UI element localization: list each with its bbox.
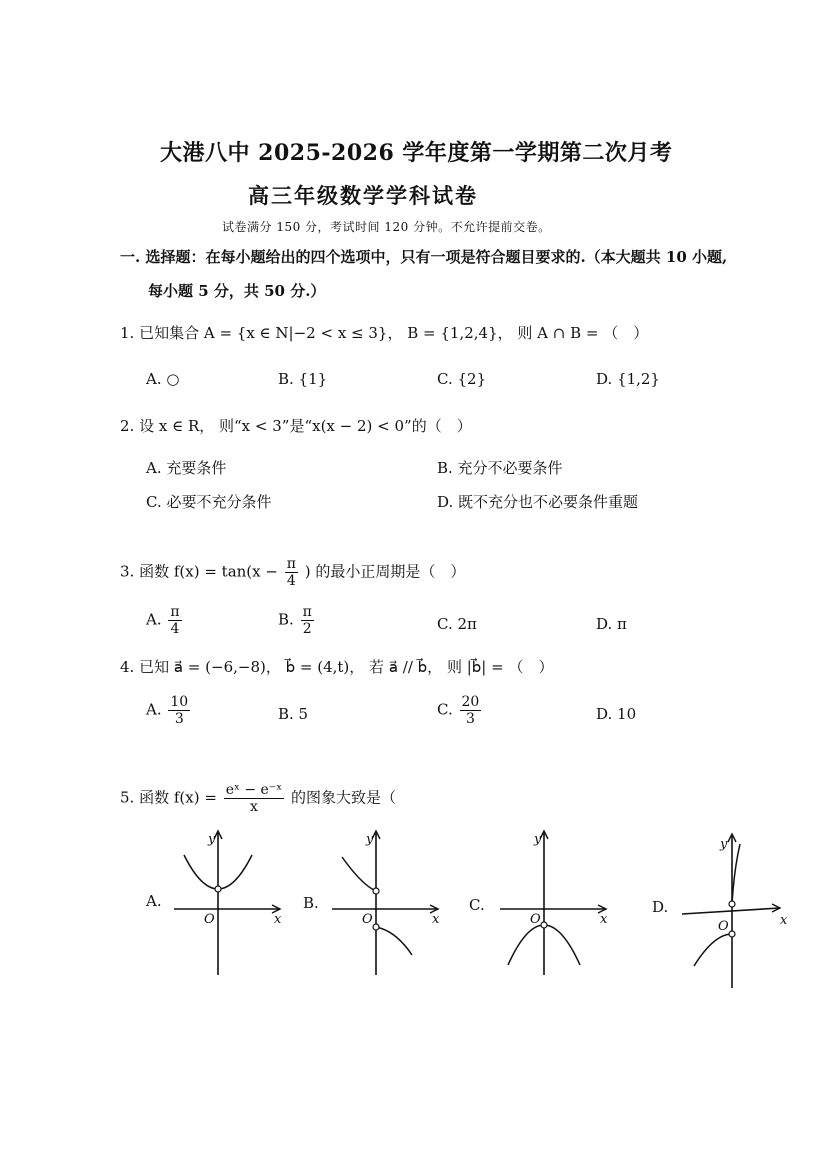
graph-d-y-label: y — [720, 837, 728, 852]
q5-prefix: 5. 函数 f(x) = — [120, 788, 217, 807]
graph-b-x-label: x — [432, 912, 440, 927]
q3-frac-num: π — [286, 556, 296, 572]
graph-a — [170, 825, 290, 980]
q4-option-a-num: 10 — [170, 694, 189, 710]
graph-b-curve-right — [376, 927, 412, 955]
q5-frac-num: eˣ − e⁻ˣ — [225, 782, 283, 798]
q2-option-a: A. 充要条件 — [146, 459, 227, 477]
q4-option-a-label: A. — [146, 700, 162, 719]
section-heading-line2: 每小题 5 分，共 50 分.） — [148, 282, 326, 300]
graph-b-open-point-bottom — [373, 924, 379, 930]
graph-c-label: C. — [469, 896, 485, 914]
question-2: 2. 设 x ∈ R， 则“x < 3”是“x(x − 2) < 0”的（ ） — [120, 417, 472, 435]
graph-b-y-label: y — [366, 832, 374, 847]
q4-option-c-den: 3 — [465, 711, 475, 728]
q3-option-a — [146, 604, 184, 637]
graph-b-open-point-top — [373, 888, 379, 894]
question-3 — [120, 556, 465, 589]
graph-d-open-point-bottom — [729, 931, 735, 937]
q3-suffix: ) 的最小正周期是（ ） — [304, 562, 466, 581]
q3-option-a-den: 4 — [170, 621, 180, 638]
q3-option-c: C. 2π — [437, 615, 477, 633]
q4-option-a — [146, 694, 192, 727]
section-heading-line1: 一. 选择题：在每小题给出的四个选项中，只有一项是符合题目要求的.（本大题共 10 小题, — [120, 248, 728, 266]
q3-option-b-num: π — [302, 604, 312, 620]
graph-d-open-point-top — [729, 901, 735, 907]
q3-option-d: D. π — [596, 615, 627, 633]
graph-b — [328, 825, 448, 980]
graph-c — [496, 825, 616, 980]
graph-a-label: A. — [146, 892, 162, 910]
q1-option-c: C. {2} — [437, 370, 487, 388]
q5-frac-den: x — [249, 799, 258, 816]
exam-note: 试卷满分 150 分，考试时间 120 分钟。不允许提前交卷。 — [222, 220, 551, 234]
graph-d-label: D. — [652, 898, 669, 916]
q3-option-b — [278, 604, 316, 637]
graph-d-origin: O — [718, 919, 729, 934]
q4-option-c-num: 20 — [461, 694, 480, 710]
q4-option-b: B. 5 — [278, 705, 309, 723]
q2-option-b: B. 充分不必要条件 — [437, 459, 563, 477]
q2-option-c: C. 必要不充分条件 — [146, 493, 272, 511]
q5-fraction — [224, 782, 284, 815]
q3-option-a-label: A. — [146, 610, 162, 629]
q4-option-d: D. 10 — [596, 705, 637, 723]
graph-d — [682, 830, 792, 990]
q3-option-b-den: 2 — [302, 621, 312, 638]
graph-a-y-label: y — [208, 832, 216, 847]
graph-a-x-label: x — [274, 912, 282, 927]
question-4: 4. 已知 a⃗ = (−6,−8)， b⃗ = (4,t)， 若 a⃗ // b⃗， 则 |b⃗| = （ ） — [120, 658, 554, 676]
q3-option-a-num: π — [170, 604, 180, 620]
exam-subtitle: 高三年级数学学科试卷 — [248, 183, 478, 208]
graph-a-origin: O — [204, 912, 215, 927]
q3-option-b-label: B. — [278, 610, 294, 629]
q1-option-a: A. ○ — [146, 370, 180, 388]
graph-d-x-label: x — [780, 913, 788, 928]
q1-option-b: B. {1} — [278, 370, 328, 388]
graph-b-curve-left — [342, 857, 376, 891]
q3-frac-den: 4 — [286, 573, 296, 590]
q4-option-c — [437, 694, 483, 727]
question-1: 1. 已知集合 A = {x ∈ N|−2 < x ≤ 3}， B = {1,2,4}， 则 A ∩ B = （ ） — [120, 324, 649, 342]
graph-b-label: B. — [303, 894, 319, 912]
graph-c-open-point — [541, 922, 547, 928]
question-5 — [120, 782, 396, 815]
q4-option-a-den: 3 — [174, 711, 184, 728]
q1-option-d: D. {1,2} — [596, 370, 660, 388]
graph-d-curve-left — [694, 934, 732, 966]
q2-option-d: D. 既不充分也不必要条件重题 — [437, 493, 639, 511]
graph-d-x-axis — [682, 908, 780, 914]
q3-fraction — [285, 556, 298, 589]
graph-c-y-label: y — [534, 832, 542, 847]
graph-b-origin: O — [362, 912, 373, 927]
graph-c-x-label: x — [600, 912, 608, 927]
graph-a-open-point — [215, 886, 221, 892]
graph-d-curve-right — [732, 844, 740, 904]
q5-suffix: 的图象大致是（ — [290, 788, 396, 807]
q3-prefix: 3. 函数 f(x) = tan(x − — [120, 562, 278, 581]
exam-title: 大港八中 2025-2026 学年度第一学期第二次月考 — [160, 140, 673, 166]
q4-option-c-label: C. — [437, 700, 453, 719]
graph-c-origin: O — [530, 912, 541, 927]
